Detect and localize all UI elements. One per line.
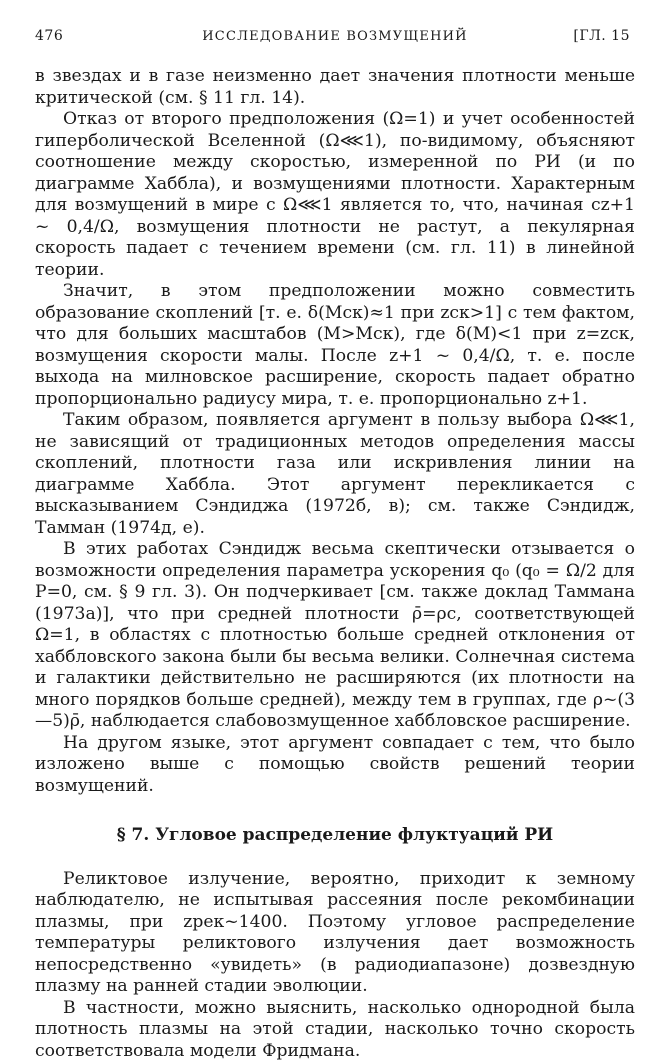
paragraph: На другом языке, этот аргумент совпадает с тем, что было изложено выше с помощью свойств решений теории возмущений. [35,733,635,798]
paragraph: В частности, можно выяснить, насколько однородной была плотность плазмы на этой стадии, насколько точно скорость соответствовала модели Фридмана. [35,998,635,1062]
paragraph: Отказ от второго предположения (Ω=1) и учет особенностей гиперболической Вселенной (Ω⋘1), по-видимому, объясняют соотношение между скоростью, измеренной по РИ (и по диаграмме Хаббла), и возмущениями плотности. Характерным для возмущений в мире с Ω⋘1 является то, что, начиная cz+1 ~ 0,4/Ω, возмущения плотности не растут, а пекулярная скорость падает с течением времени (см. гл. 11) в линейной теории. [35,109,635,281]
running-title: ИССЛЕДОВАНИЕ ВОЗМУЩЕНИЙ [35,29,635,44]
page-body [35,66,635,1062]
paragraph: В этих работах Сэндидж весьма скептически отзывается о возможности определения параметра ускорения q₀ (q₀ = Ω/2 для P=0, см. § 9 гл. 3). Он подчеркивает [см. также доклад Таммана (1973а)], что при средней плотности ρ̄=ρc, соответствующей Ω=1, в областях с плотностью больше средней отклонения от хаббловского закона были бы весьма велики. Солнечная система и галактики действительно не расширяются (их плотности на много порядков больше средней), между тем в группах, где ρ~(3—5)ρ̄, наблюдается слабовозмущенное хаббловское расширение. [35,539,635,733]
paragraph: в звездах и в газе неизменно дает значения плотности меньше критической (см. § 11 гл. 14). [35,66,635,109]
book-page [35,28,635,1062]
chapter-label: [ГЛ. 15 [573,28,630,44]
page-number: 476 [35,28,63,44]
page-header [35,28,635,50]
paragraph: Реликтовое излучение, вероятно, приходит к земному наблюдателю, не испытывая рассеяния после рекомбинации плазмы, при zрек~1400. Поэтому угловое распределение температуры реликтового излучения дает возможность непосредственно «увидеть» (в радиодиапазоне) дозвездную плазму на ранней стадии эволюции. [35,869,635,998]
paragraph: Значит, в этом предположении можно совместить образование скоплений [т. е. δ(Mск)≈1 при zск>1] с тем фактом, что для больших масштабов (M>Mск), где δ(M)<1 при z=zск, возмущения скорости малы. После z+1 ~ 0,4/Ω, т. е. после выхода на милновское расширение, скорость падает обратно пропорционально радиусу мира, т. е. пропорционально z+1. [35,281,635,410]
paragraph: Таким образом, появляется аргумент в пользу выбора Ω⋘1, не зависящий от традиционных методов определения массы скоплений, плотности газа или искривления линии на диаграмме Хаббла. Этот аргумент перекликается с высказыванием Сэндиджа (1972б, в); см. также Сэндидж, Тамман (1974д, е). [35,410,635,539]
section-heading: § 7. Угловое распределение флуктуаций РИ [35,825,635,847]
